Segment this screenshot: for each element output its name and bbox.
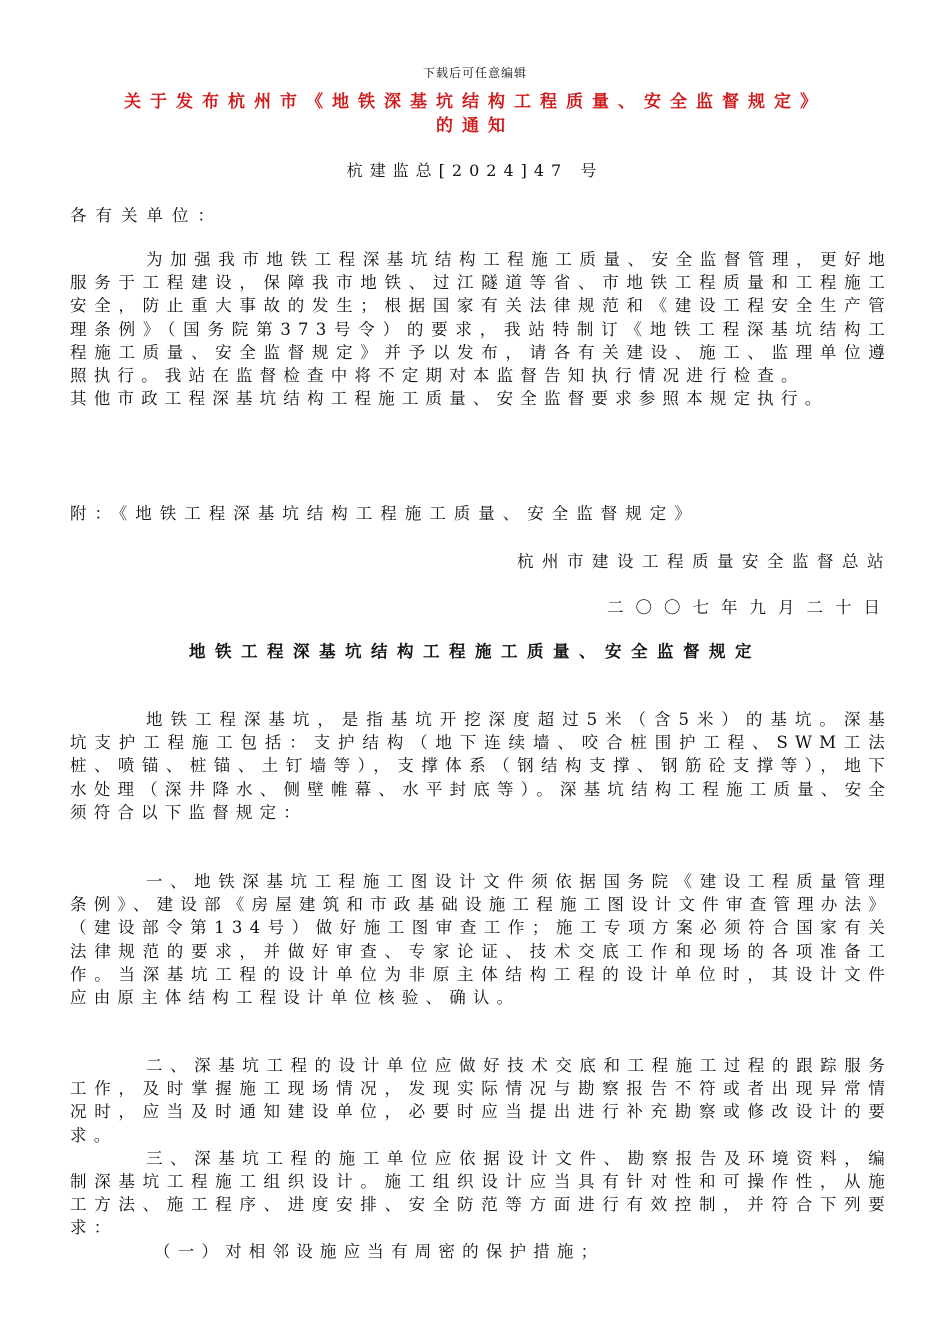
regulation-intro-text: 地铁工程深基坑，是指基坑开挖深度超过5米（含5米）的基坑。深基坑支护工程施工包括：支护结构（地下连续墙、咬合桩围护工程、SWM工法桩、喷锚、桩锚、土钉墙等），支撑体系（钢结构支撑、钢筋砼支撑等），地下水处理（深井降水、侧壁帷幕、水平封底等）。深基坑结构工程施工质量、安全须符合以下监督规定： xyxy=(70,710,892,822)
header-note: 下载后可任意编辑 xyxy=(422,66,527,80)
notice-paragraph-1: 为加强我市地铁工程深基坑结构工程施工质量、安全监督管理，更好地服务于工程建设，保障我市地铁、过江隧道等省、市地铁工程质量和工程施工安全，防止重大事故的发生；根据国家有关法律规范和《建设工程安全生产管理条例》（国务院第373号令）的要求，我站特制订《地铁工程深基坑结构工程施工质量、安全监督规定》并予以发布，请各有关建设、施工、监理单位遵照执行。我站在监督检查中将不定期对本监督告知执行情况进行检查。 xyxy=(70,250,892,386)
regulation-item-1-text: 一、地铁深基坑工程施工图设计文件须依据国务院《建设工程质量管理条例》、建设部《房屋建筑和市政基础设施工程施工图设计文件审查管理办法》（建设部令第134号）做好施工图审查工作；施工专项方案必须符合国家有关法律规范的要求，并做好审查、专家论证、技术交底工作和现场的各项准备工作。当深基坑工程的设计单位为非原主体结构工程的设计单位时，其设计文件应由原主体结构工程设计单位核验、确认。 xyxy=(70,872,892,1008)
regulation-item-3-text: 三、深基坑工程的施工单位应依据设计文件、勘察报告及环境资料，编制深基坑工程施工组织设计。施工组织设计应当具有针对性和可操作性，从施工方法、施工程序、进度安排、安全防范等方面进行有效控制，并符合下列要求： xyxy=(70,1148,892,1238)
notice-title-line2: 的通知 xyxy=(436,116,514,136)
attachment-line: 附：《地铁工程深基坑结构工程施工质量、安全监督规定》 xyxy=(70,504,699,523)
document-number: 杭建监总[2024]47 号 xyxy=(346,161,604,180)
salutation: 各有关单位： xyxy=(70,206,223,225)
regulation-item-1 xyxy=(70,870,892,1009)
regulation-items-2-3 xyxy=(70,1054,892,1263)
regulation-item-3-sub-1: （一）对相邻设施应当有周密的保护措施； xyxy=(154,1241,605,1261)
notice-title-line1: 关于发布杭州市《地铁深基坑结构工程质量、安全监督规定》 xyxy=(124,92,826,112)
issuer-name: 杭州市建设工程质量安全监督总站 xyxy=(517,552,892,571)
notice-body xyxy=(70,248,892,410)
regulation-title: 地铁工程深基坑结构工程施工质量、安全监督规定 xyxy=(189,642,761,661)
regulation-item-2-text: 二、深基坑工程的设计单位应做好技术交底和工程施工过程的跟踪服务工作，及时掌握施工现场情况，发现实际情况与勘察报告不符或者出现异常情况时，应当及时通知建设单位，必要时应当提出进行补充勘察或修改设计的要求。 xyxy=(70,1056,892,1145)
issue-date: 二〇〇七年九月二十日 xyxy=(607,598,892,617)
regulation-intro xyxy=(70,708,892,824)
notice-paragraph-2: 其他市政工程深基坑结构工程施工质量、安全监督要求参照本规定执行。 xyxy=(70,389,829,409)
